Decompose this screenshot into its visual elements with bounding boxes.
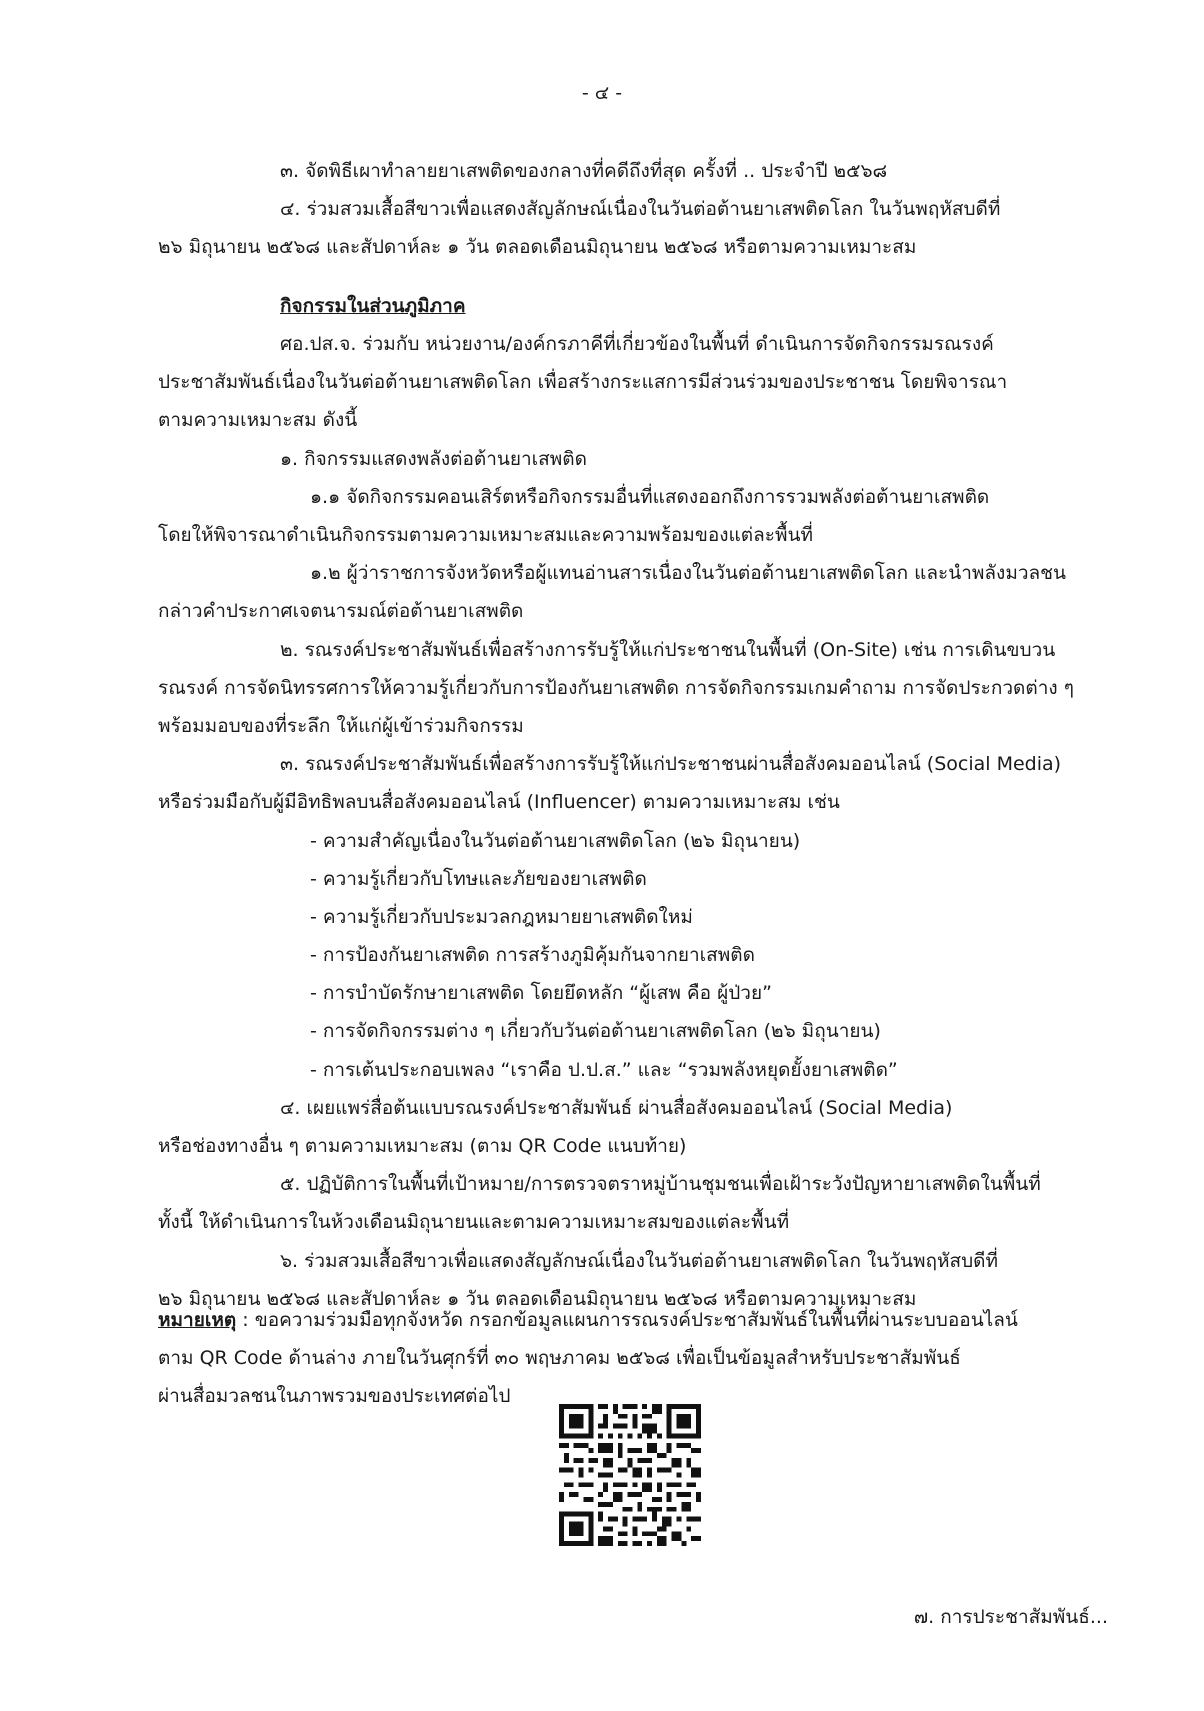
activity-5-cont: ทั้งนี้ ให้ดำเนินการในห้วงเดือนมิถุนายนและตามความเหมาะสมของแต่ละพื้นที่ xyxy=(158,1211,790,1233)
note-text: : ขอความร่วมมือทุกจังหวัด กรอกข้อมูลแผนการรณรงค์ประชาสัมพันธ์ในพื้นที่ผ่านระบบออนไลน์ xyxy=(236,1309,1018,1331)
bullet-item: - ความสำคัญเนื่องในวันต่อต้านยาเสพติดโลก (๒๖ มิถุนายน) xyxy=(310,830,801,852)
activity-1-2-cont: กล่าวคำประกาศเจตนารมณ์ต่อต้านยาเสพติด xyxy=(158,600,524,622)
bullet-item: - ความรู้เกี่ยวกับประมวลกฎหมายยาเสพติดใหม่ xyxy=(310,906,693,928)
activity-4: ๔. เผยแพร่สื่อต้นแบบรณรงค์ประชาสัมพันธ์ ผ่านสื่อสังคมออนไลน์ (Social Media) xyxy=(280,1097,953,1119)
activity-3-cont: หรือร่วมมือกับผู้มีอิทธิพลบนสื่อสังคมออนไลน์ (Influencer) ตามความเหมาะสม เช่น xyxy=(158,791,840,813)
section-heading-regional: กิจกรรมในส่วนภูมิภาค xyxy=(280,295,466,317)
regional-intro: ศอ.ปส.จ. ร่วมกับ หน่วยงาน/องค์กรภาคีที่เกี่ยวข้องในพื้นที่ ดำเนินการจัดกิจกรรมรณรงค์ xyxy=(280,333,994,355)
bullet-item: - การบำบัดรักษายาเสพติด โดยยึดหลัก “ผู้เสพ คือ ผู้ป่วย” xyxy=(310,982,772,1004)
activity-2-cont-1: รณรงค์ การจัดนิทรรศการให้ความรู้เกี่ยวกับการป้องกันยาเสพติด การจัดกิจกรรมเกมคำถาม การจัดประกวดต่าง ๆ xyxy=(158,677,1074,699)
activity-6: ๖. ร่วมสวมเสื้อสีขาวเพื่อแสดงสัญลักษณ์เนื่องในวันต่อต้านยาเสพติดโลก ในวันพฤหัสบดีที่ xyxy=(280,1250,999,1272)
item-4-white-shirt: ๔. ร่วมสวมเสื้อสีขาวเพื่อแสดงสัญลักษณ์เนื่องในวันต่อต้านยาเสพติดโลก ในวันพฤหัสบดีที่ xyxy=(280,198,1001,220)
regional-intro-cont-1: ประชาสัมพันธ์เนื่องในวันต่อต้านยาเสพติดโลก เพื่อสร้างกระแสการมีส่วนร่วมของประชาชน โดยพิจารณา xyxy=(158,371,1008,393)
activity-2: ๒. รณรงค์ประชาสัมพันธ์เพื่อสร้างการรับรู้ให้แก่ประชาชนในพื้นที่ (On-Site) เช่น การเดินขบวน xyxy=(280,639,1056,661)
activity-4-cont: หรือช่องทางอื่น ๆ ตามความเหมาะสม (ตาม QR Code แนบท้าย) xyxy=(158,1135,687,1157)
note-label: หมายเหตุ xyxy=(158,1309,237,1331)
bullet-item: - การป้องกันยาเสพติด การสร้างภูมิคุ้มกันจากยาเสพติด xyxy=(310,944,755,966)
note-line-3: ผ่านสื่อมวลชนในภาพรวมของประเทศต่อไป xyxy=(158,1385,511,1407)
activity-2-cont-2: พร้อมมอบของที่ระลึก ให้แก่ผู้เข้าร่วมกิจกรรม xyxy=(158,715,524,737)
activity-1-1-cont: โดยให้พิจารณาดำเนินกิจกรรมตามความเหมาะสมและความพร้อมของแต่ละพื้นที่ xyxy=(158,524,813,546)
bullet-item: - ความรู้เกี่ยวกับโทษและภัยของยาเสพติด xyxy=(310,868,647,890)
note-line-2: ตาม QR Code ด้านล่าง ภายในวันศุกร์ที่ ๓๐ พฤษภาคม ๒๕๖๘ เพื่อเป็นข้อมูลสำหรับประชาสัมพันธ์ xyxy=(158,1347,961,1369)
note-line-1 xyxy=(158,1307,1018,1333)
activity-3: ๓. รณรงค์ประชาสัมพันธ์เพื่อสร้างการรับรู้ให้แก่ประชาชนผ่านสื่อสังคมออนไลน์ (Social Media) xyxy=(280,753,1062,775)
activity-1-2: ๑.๒ ผู้ว่าราชการจังหวัดหรือผู้แทนอ่านสารเนื่องในวันต่อต้านยาเสพติดโลก และนำพลังมวลชน xyxy=(310,562,1067,584)
page-number: - ๔ - xyxy=(581,82,623,104)
activity-6-cont: ๒๖ มิถุนายน ๒๕๖๘ และสัปดาห์ละ ๑ วัน ตลอดเดือนมิถุนายน ๒๕๖๘ หรือตามความเหมาะสม xyxy=(158,1288,917,1310)
item-3-burning-ceremony: ๓. จัดพิธีเผาทำลายยาเสพติดของกลางที่คดีถึงที่สุด ครั้งที่ .. ประจำปี ๒๕๖๘ xyxy=(280,160,888,182)
regional-intro-cont-2: ตามความเหมาะสม ดังนี้ xyxy=(158,409,358,431)
bullet-item: - การเต้นประกอบเพลง “เราคือ ป.ป.ส.” และ “รวมพลังหยุดยั้งยาเสพติด” xyxy=(310,1059,898,1081)
item-4-white-shirt-cont: ๒๖ มิถุนายน ๒๕๖๘ และสัปดาห์ละ ๑ วัน ตลอดเดือนมิถุนายน ๒๕๖๘ หรือตามความเหมาะสม xyxy=(158,236,917,258)
qr-code[interactable] xyxy=(559,1404,701,1546)
activity-1: ๑. กิจกรรมแสดงพลังต่อต้านยาเสพติด xyxy=(280,448,587,470)
bullet-item: - การจัดกิจกรรมต่าง ๆ เกี่ยวกับวันต่อต้านยาเสพติดโลก (๒๖ มิถุนายน) xyxy=(310,1020,881,1042)
activity-5: ๕. ปฏิบัติการในพื้นที่เป้าหมาย/การตรวจตราหมู่บ้านชุมชนเพื่อเฝ้าระวังปัญหายาเสพติดในพื้นที่ xyxy=(280,1173,1041,1195)
continuation-footer: ๗. การประชาสัมพันธ์... xyxy=(913,1606,1108,1628)
activity-1-1: ๑.๑ จัดกิจกรรมคอนเสิร์ตหรือกิจกรรมอื่นที่แสดงออกถึงการรวมพลังต่อต้านยาเสพติด xyxy=(310,486,990,508)
